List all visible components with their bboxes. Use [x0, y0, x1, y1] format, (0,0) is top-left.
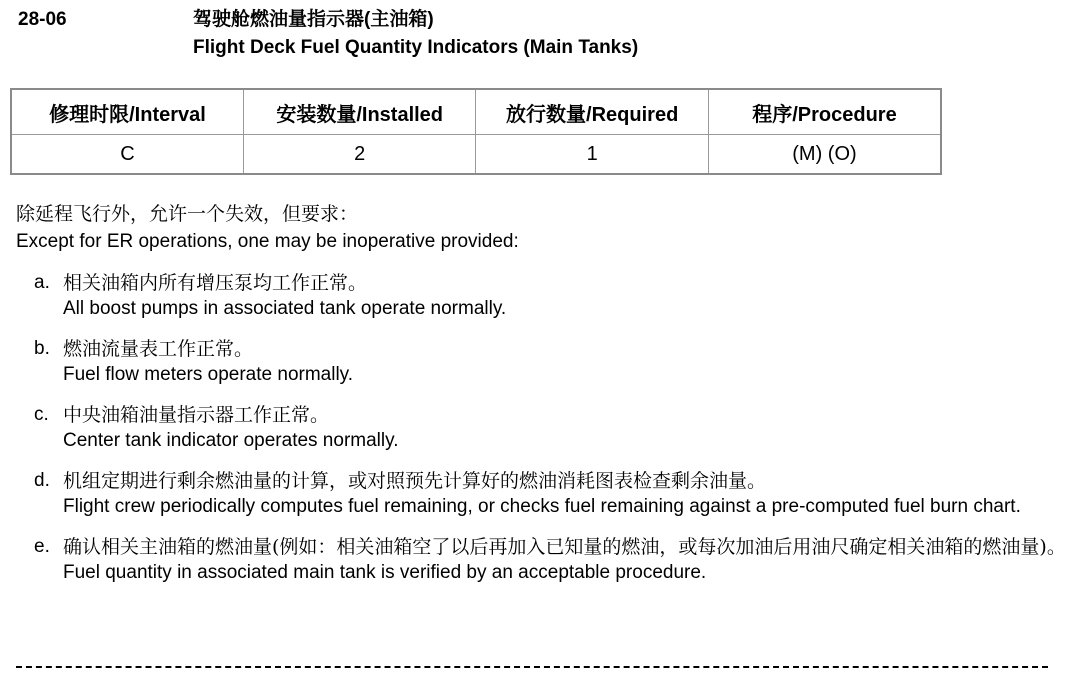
list-marker: d. [34, 470, 50, 491]
list-marker: a. [34, 272, 50, 293]
cell-procedure: (M) (O) [708, 135, 941, 175]
header-interval: 修理时限/Interval [11, 89, 243, 135]
cell-interval: C [11, 135, 243, 175]
item-title-zh: 驾驶舱燃油量指示器(主油箱) [193, 9, 434, 30]
mel-table [10, 88, 942, 175]
item-title-en: Flight Deck Fuel Quantity Indicators (Main Tanks) [193, 37, 639, 58]
condition-zh: 相关油箱内所有增压泵均工作正常。 [63, 272, 368, 294]
condition-en: Fuel flow meters operate normally. [63, 364, 354, 385]
table-row [11, 135, 941, 175]
condition-zh: 中央油箱油量指示器工作正常。 [63, 404, 330, 426]
item-titles [193, 6, 638, 62]
condition-en: Center tank indicator operates normally. [63, 430, 399, 451]
condition-zh: 燃油流量表工作正常。 [63, 338, 254, 360]
list-item [34, 270, 1074, 322]
intro-zh: 除延程飞行外，允许一个失效，但要求： [16, 203, 359, 225]
list-item [34, 336, 1074, 388]
item-number: 28-06 [18, 9, 67, 30]
cell-installed: 2 [243, 135, 475, 175]
list-marker: e. [34, 536, 50, 557]
list-marker: b. [34, 338, 50, 359]
intro-text [16, 200, 519, 256]
header-installed: 安装数量/Installed [243, 89, 475, 135]
cell-required: 1 [476, 135, 709, 175]
condition-zh: 机组定期进行剩余燃油量的计算，或对照预先计算好的燃油消耗图表检查剩余油量。 [63, 470, 767, 492]
list-marker: c. [34, 404, 49, 425]
list-item [34, 468, 1074, 520]
condition-en: Fuel quantity in associated main tank is verified by an acceptable procedure. [63, 562, 707, 583]
intro-en: Except for ER operations, one may be inoperative provided: [16, 231, 519, 252]
condition-list [34, 270, 1074, 586]
dashed-divider [16, 666, 1048, 668]
condition-zh: 确认相关主油箱的燃油量(例如：相关油箱空了以后再加入已知量的燃油，或每次加油后用油尺确定相关油箱的燃油量)。 [63, 536, 1066, 558]
condition-en: All boost pumps in associated tank operate normally. [63, 298, 507, 319]
table-header-row [11, 89, 941, 135]
list-item [34, 534, 1074, 586]
condition-en: Flight crew periodically computes fuel remaining, or checks fuel remaining against a pre-computed fuel burn chart. [63, 496, 1021, 517]
header-required: 放行数量/Required [476, 89, 709, 135]
header-procedure: 程序/Procedure [708, 89, 941, 135]
list-item [34, 402, 1074, 454]
